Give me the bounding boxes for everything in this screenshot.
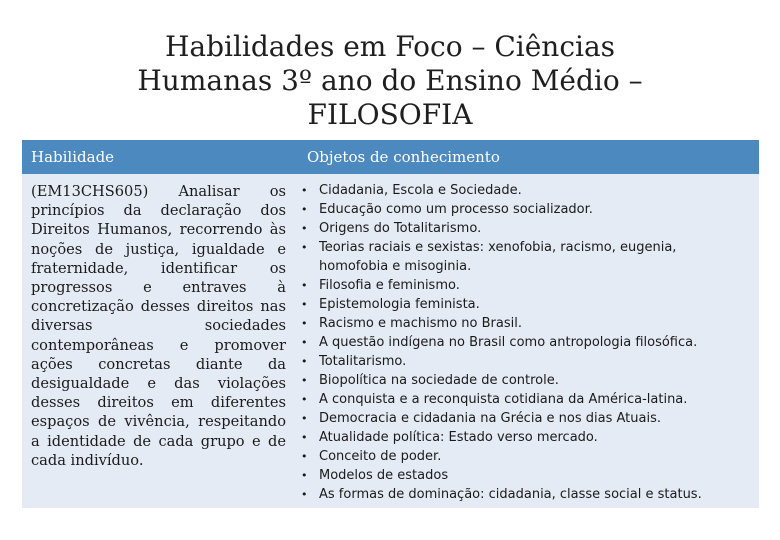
list-item	[300, 352, 759, 371]
list-item	[300, 466, 759, 485]
bullet-icon: •	[301, 374, 308, 387]
table-header	[22, 140, 759, 174]
bullet-icon: •	[301, 336, 308, 349]
list-item-text: Biopolítica na sociedade de controle.	[319, 373, 559, 388]
list-item	[300, 314, 759, 333]
list-item	[300, 276, 759, 295]
bullet-icon: •	[301, 393, 308, 406]
list-item	[300, 371, 759, 390]
bullet-icon: •	[301, 488, 308, 501]
list-item-text: Epistemologia feminista.	[319, 297, 480, 312]
list-item-text: A questão indígena no Brasil como antropologia filosófica.	[319, 335, 698, 350]
list-item-text: Modelos de estados	[319, 468, 449, 483]
list-item-text: Teorias raciais e sexistas: xenofobia, racismo, eugenia, homofobia e misoginia.	[319, 240, 677, 274]
title-line-3: FILOSOFIA	[307, 98, 473, 131]
list-item-text: Filosofia e feminismo.	[319, 278, 460, 293]
bullet-icon: •	[301, 298, 308, 311]
habilidade-cell: (EM13CHS605) Analisar os princípios da declaração dos Direitos Humanos, recorrendo às noções de justiça, igualdade e fraternidade, identificar os progressos e entraves à concretização desses direitos nas diversas sociedades contemporâneas e promover ações concretas diante da desigualdade e das violações desses direitos em diferentes espaços de vivência, respeitando a identidade de cada grupo e de cada indivíduo.	[31, 183, 286, 469]
table-row	[22, 174, 759, 508]
bullet-icon: •	[301, 279, 308, 292]
bullet-icon: •	[301, 203, 308, 216]
list-item-text: Racismo e machismo no Brasil.	[319, 316, 522, 331]
bullet-icon: •	[301, 469, 308, 482]
title-line-1: Habilidades em Foco – Ciências	[164, 30, 616, 63]
list-item	[300, 447, 759, 466]
list-item-text: Origens do Totalitarismo.	[319, 221, 482, 236]
bullet-icon: •	[301, 450, 308, 463]
list-item	[300, 219, 759, 238]
list-item	[300, 200, 759, 219]
bullet-icon: •	[301, 355, 308, 368]
list-item-text: Cidadania, Escola e Sociedade.	[319, 183, 522, 198]
bullet-icon: •	[301, 317, 308, 330]
list-item	[300, 428, 759, 447]
bullet-icon: •	[301, 241, 308, 254]
list-item	[300, 390, 759, 409]
bullet-icon: •	[301, 412, 308, 425]
bullet-icon: •	[301, 431, 308, 444]
list-item	[300, 295, 759, 314]
list-item-text: Atualidade política: Estado verso mercado.	[319, 430, 598, 445]
header-objetos: Objetos de conhecimento	[307, 148, 500, 166]
list-item-text: Totalitarismo.	[319, 354, 407, 369]
bullet-icon: •	[301, 222, 308, 235]
list-item-text: A conquista e a reconquista cotidiana da América-latina.	[319, 392, 688, 407]
title-line-2: Humanas 3º ano do Ensino Médio –	[137, 64, 643, 97]
objetos-cell	[294, 174, 759, 508]
list-item-text: Educação como um processo socializador.	[319, 202, 593, 217]
list-item	[300, 238, 759, 276]
slide-title	[60, 30, 720, 132]
objetos-list	[300, 181, 759, 504]
skills-table	[22, 140, 759, 508]
list-item-text: Conceito de poder.	[319, 449, 442, 464]
list-item	[300, 485, 759, 504]
list-item	[300, 181, 759, 200]
list-item	[300, 409, 759, 428]
list-item-text: Democracia e cidadania na Grécia e nos dias Atuais.	[319, 411, 661, 426]
bullet-icon: •	[301, 184, 308, 197]
list-item-text: As formas de dominação: cidadania, classe social e status.	[319, 487, 702, 502]
header-habilidade: Habilidade	[31, 148, 115, 166]
list-item	[300, 333, 759, 352]
